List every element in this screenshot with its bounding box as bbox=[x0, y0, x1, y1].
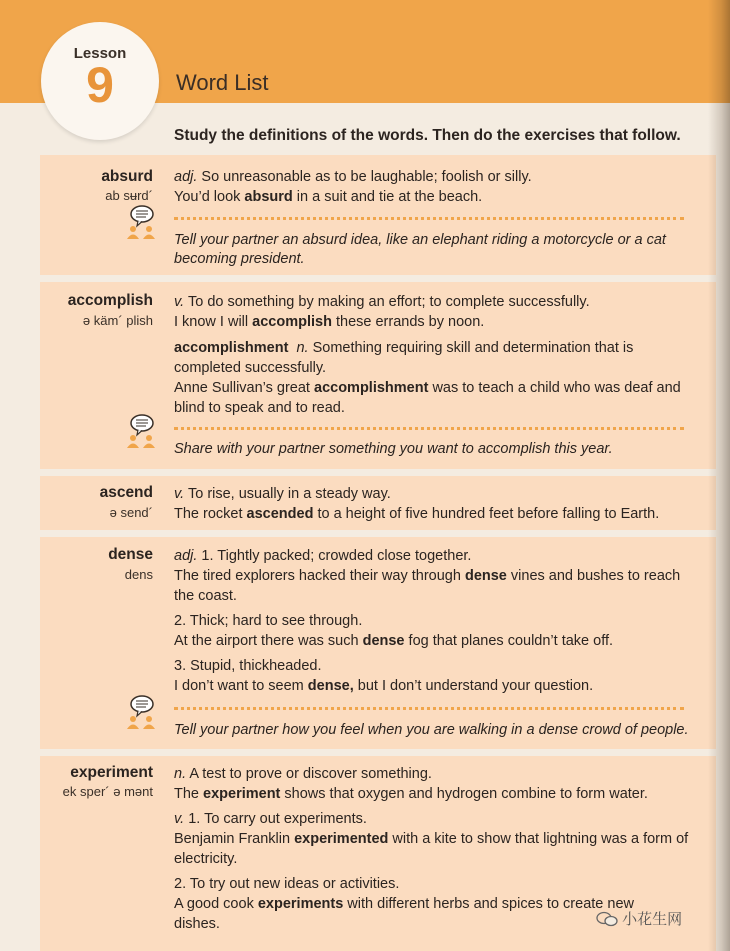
example-sentence bbox=[174, 784, 714, 804]
part-of-speech: v. bbox=[174, 811, 185, 827]
example-text: shows that oxygen and hydrogen combine to form water. bbox=[280, 786, 648, 802]
definition-text: A test to prove or discover something. bbox=[186, 766, 432, 782]
example-sentence bbox=[174, 829, 694, 869]
definition bbox=[174, 292, 704, 312]
watermark bbox=[596, 908, 682, 929]
word-pronunciation: dens bbox=[124, 567, 153, 582]
example-keyword: dense bbox=[464, 568, 507, 584]
definition-text: So unreasonable as to be laughable; foolish or silly. bbox=[197, 169, 532, 185]
example-sentence bbox=[174, 378, 694, 418]
example-text: fog that planes couldn’t take off. bbox=[404, 633, 614, 649]
part-of-speech: n. bbox=[174, 766, 187, 782]
example-keyword: experiment bbox=[203, 786, 281, 802]
definition bbox=[174, 809, 704, 829]
example-keyword: dense bbox=[362, 633, 405, 649]
example-text: You’d look bbox=[174, 189, 245, 205]
lesson-number: 9 bbox=[86, 57, 114, 113]
definition bbox=[174, 546, 704, 566]
partner-talk-icon bbox=[124, 205, 158, 241]
entry-absurd bbox=[40, 155, 716, 275]
example-text: Anne Sullivan’s great bbox=[174, 380, 314, 396]
example-text: I know I will bbox=[174, 314, 253, 330]
example-sentence bbox=[174, 312, 704, 332]
partner-prompt: Tell your partner an absurd idea, like an elephant riding a motorcycle or a cat becoming president. bbox=[174, 232, 666, 267]
partner-talk-icon bbox=[124, 414, 158, 450]
word-headword: accomplish bbox=[67, 292, 153, 309]
definition bbox=[174, 167, 704, 187]
part-of-speech: n. bbox=[296, 340, 309, 356]
definition bbox=[174, 484, 714, 504]
example-text: Benjamin Franklin bbox=[174, 831, 295, 847]
example-text: was to teach a child who was deaf and blind to speak and to read. bbox=[174, 380, 681, 416]
example-text: in a suit and tie at the beach. bbox=[292, 189, 483, 205]
derived-definition bbox=[174, 338, 694, 378]
example-keyword: accomplishment bbox=[314, 380, 429, 396]
example-text: with a kite to show that lightning was a form of electricity. bbox=[174, 831, 689, 867]
example-keyword: dense, bbox=[307, 678, 354, 694]
word-pronunciation: ek sper´ ə mənt bbox=[62, 784, 153, 799]
example-sentence bbox=[174, 187, 704, 207]
example-text: The bbox=[174, 786, 204, 802]
word-pronunciation: ə käm´ plish bbox=[82, 313, 153, 328]
entry-ascend bbox=[40, 476, 716, 530]
lesson-label: Lesson bbox=[73, 45, 127, 62]
part-of-speech: adj. bbox=[174, 169, 198, 185]
example-sentence bbox=[174, 676, 704, 696]
example-text: these errands by noon. bbox=[331, 314, 485, 330]
entry-accomplish bbox=[40, 282, 716, 469]
example-sentence bbox=[174, 631, 704, 651]
derived-word: accomplishment bbox=[174, 340, 289, 356]
watermark-text: 小花生网 bbox=[622, 911, 683, 928]
example-text: The rocket bbox=[174, 506, 247, 522]
part-of-speech: v. bbox=[174, 294, 185, 310]
example-text: to a height of five hundred feet before falling to Earth. bbox=[313, 506, 660, 522]
word-headword: experiment bbox=[70, 764, 153, 781]
definition bbox=[174, 764, 704, 784]
page-title: Word List bbox=[176, 70, 269, 95]
dotted-divider bbox=[174, 707, 684, 710]
example-keyword: absurd bbox=[244, 189, 293, 205]
partner-talk-icon bbox=[124, 695, 158, 731]
example-text: The tired explorers hacked their way through bbox=[174, 568, 465, 584]
definition: 2. To try out new ideas or activities. bbox=[174, 876, 400, 892]
definition-text: 1. To carry out experiments. bbox=[184, 811, 367, 827]
example-keyword: ascended bbox=[246, 506, 314, 522]
example-sentence bbox=[174, 894, 654, 934]
word-headword: dense bbox=[108, 546, 153, 563]
definition: 3. Stupid, thickheaded. bbox=[174, 658, 322, 674]
word-headword: ascend bbox=[99, 484, 153, 501]
chat-bubble-icon bbox=[596, 911, 618, 927]
example-keyword: experimented bbox=[294, 831, 389, 847]
definition-text: To do something by making an effort; to complete successfully. bbox=[184, 294, 590, 310]
part-of-speech: v. bbox=[174, 486, 185, 502]
dotted-divider bbox=[174, 427, 684, 430]
partner-prompt: Share with your partner something you want to accomplish this year. bbox=[174, 441, 613, 457]
lesson-badge bbox=[41, 22, 159, 140]
example-text: A good cook bbox=[174, 896, 258, 912]
part-of-speech: adj. bbox=[174, 548, 198, 564]
partner-prompt: Tell your partner how you feel when you are walking in a dense crowd of people. bbox=[174, 722, 689, 738]
example-sentence bbox=[174, 504, 714, 524]
example-sentence bbox=[174, 566, 699, 606]
example-text: with different herbs and spices to create new dishes. bbox=[174, 896, 634, 932]
word-headword: absurd bbox=[101, 168, 153, 185]
definition-text: To rise, usually in a steady way. bbox=[184, 486, 391, 502]
example-text: vines and bushes to reach the coast. bbox=[174, 568, 681, 604]
example-text: but I don’t understand your question. bbox=[353, 678, 594, 694]
instructions: Study the definitions of the words. Then do the exercises that follow. bbox=[174, 127, 681, 144]
definition-text: Something requiring skill and determination that is completed successfully. bbox=[174, 340, 634, 376]
definition-text: 1. Tightly packed; crowded close together. bbox=[197, 548, 472, 564]
word-pronunciation: ə send´ bbox=[109, 505, 153, 520]
example-text: At the airport there was such bbox=[174, 633, 363, 649]
word-pronunciation: ab sʉrd´ bbox=[105, 188, 153, 203]
example-keyword: experiments bbox=[257, 896, 344, 912]
example-keyword: accomplish bbox=[252, 314, 332, 330]
entry-dense bbox=[40, 537, 716, 749]
definition: 2. Thick; hard to see through. bbox=[174, 613, 363, 629]
example-text: I don’t want to seem bbox=[174, 678, 308, 694]
dotted-divider bbox=[174, 217, 684, 220]
